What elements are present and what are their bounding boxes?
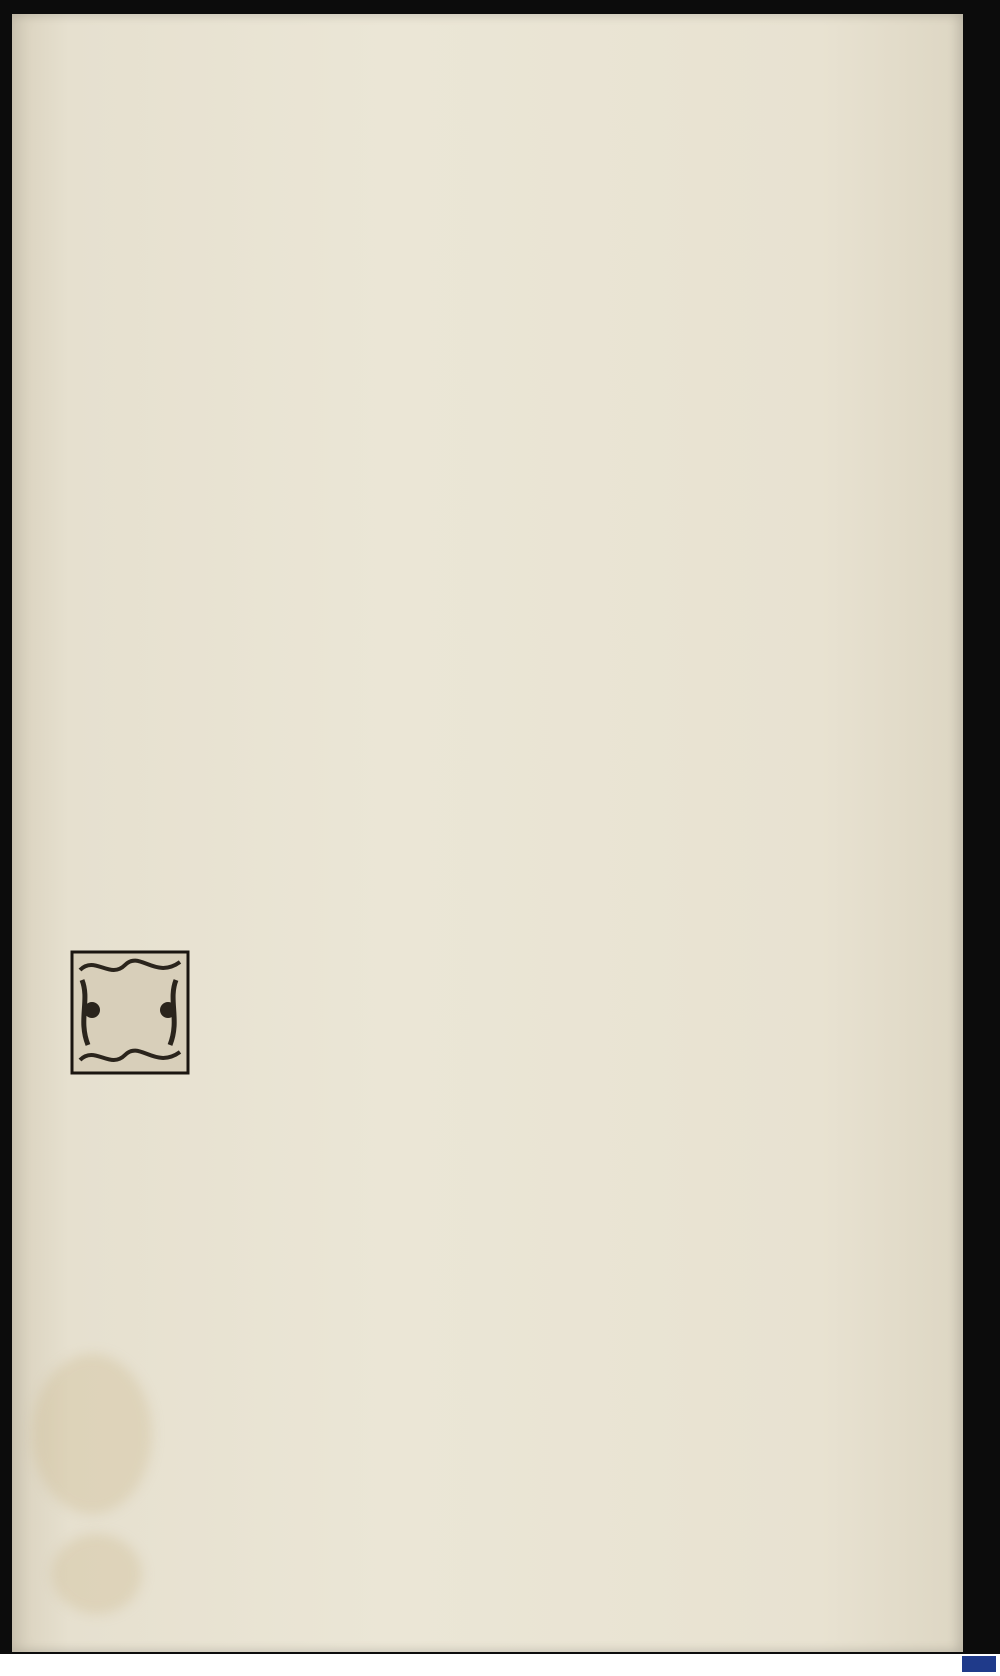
footer-bar: [0, 1654, 1000, 1676]
paper-stain: [52, 1534, 142, 1614]
running-head: [150, 88, 705, 138]
dfg-logo: [962, 1656, 996, 1672]
ornamental-border: [52, 690, 700, 768]
section-title: [55, 800, 710, 960]
paper-stain: [32, 1354, 152, 1514]
initial-ornament-icon: [70, 950, 190, 1075]
decorated-initial: [70, 950, 190, 1075]
